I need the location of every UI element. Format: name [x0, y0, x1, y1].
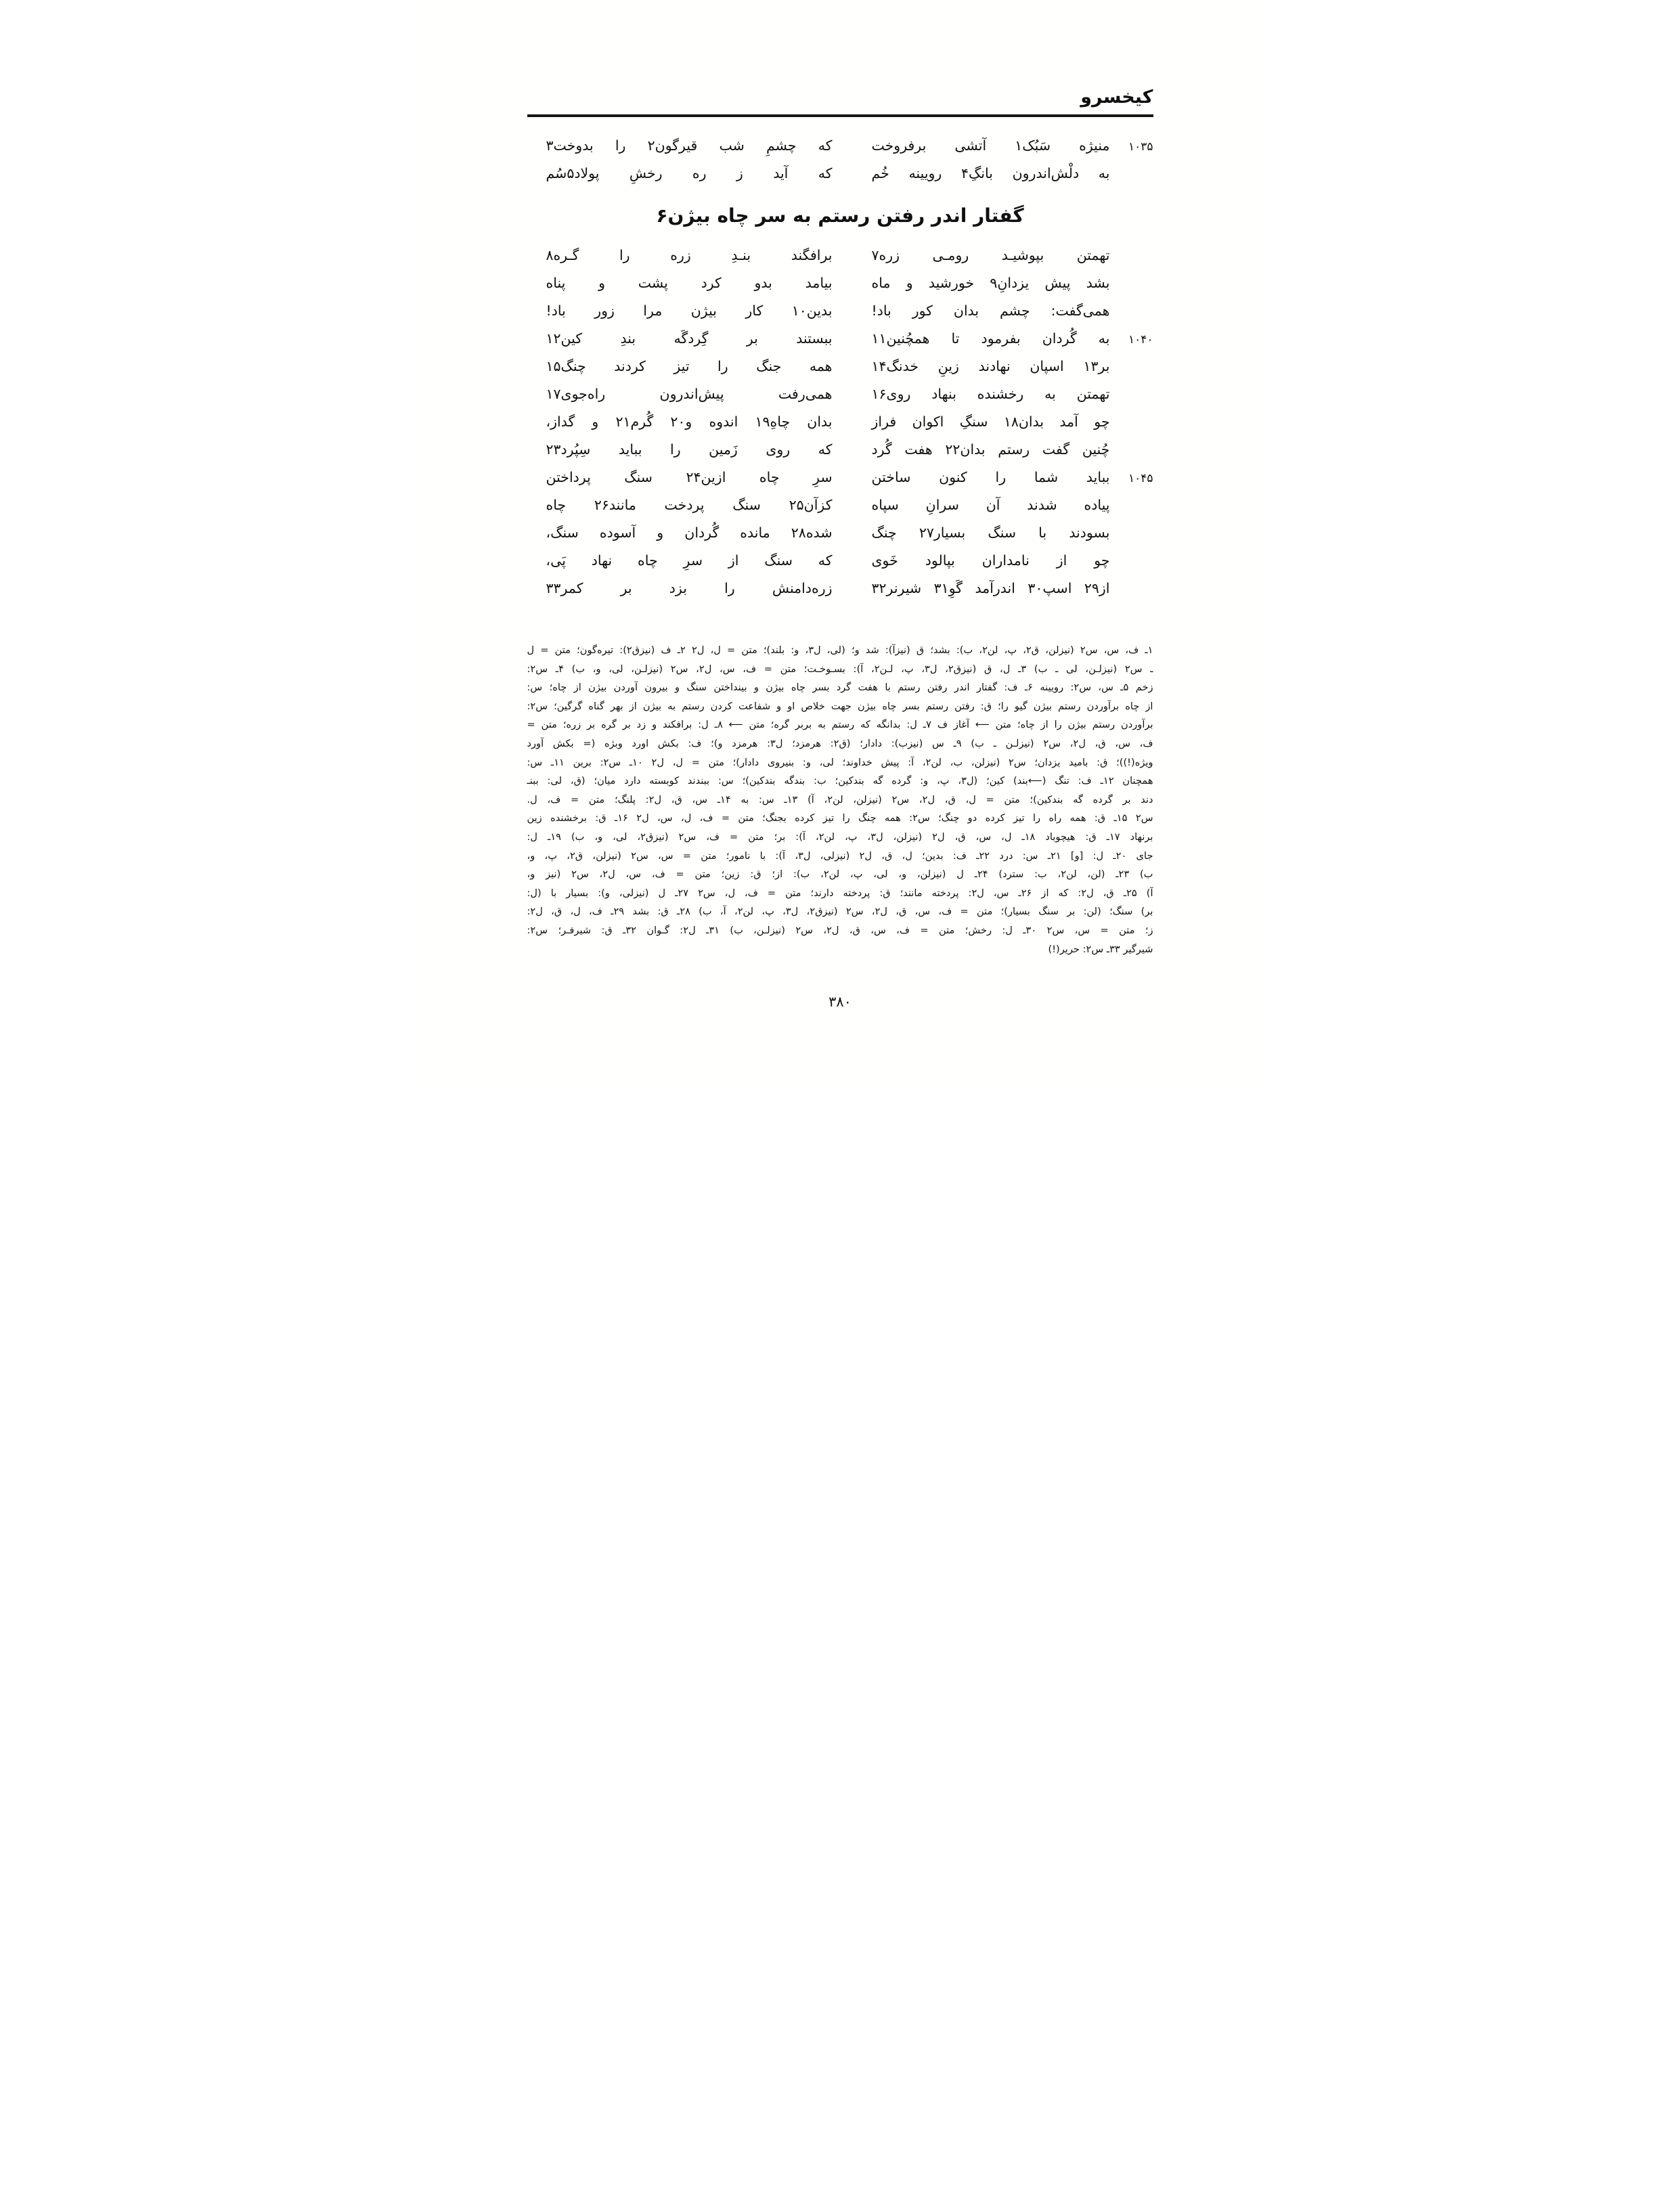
verse-row [527, 552, 1153, 569]
footnote-line: شیرگیر ۳۳ـ س۲: حریر(!) [1048, 943, 1153, 955]
footnote-line: س۲ ۱۵ـ ق: همه راه را تیز کرده دو چنگ؛ س۲: همه چنگ را تیز کرده بجنگ؛ متن = ف، ل، س، ل۲ ۱۶ـ ق: برخشنده زین [527, 812, 1153, 824]
hemistich-second: که روی زَمین را بباید سِپُرد۲۳ [546, 441, 833, 458]
hemistich-first: چُنین گفت رستم بدان۲۲ هفت گُرد [871, 441, 1110, 458]
hemistich-first: منیژه سَبُک۱ آتشی برفروخت [871, 137, 1110, 154]
hemistich-first: بشد پیش یزدانِ۹ خورشید و ماه [871, 275, 1110, 291]
section-heading: گفتار اندر رفتن رستم به سر چاه بیژن۶ [656, 204, 1024, 227]
verse-row [527, 497, 1153, 513]
hemistich-first: به دلْش‌اندرون بانگِ۴ رویینه خُم [871, 165, 1110, 181]
verse-number: ۱۰۴۵ [1128, 472, 1153, 485]
footnote-line: از چاه برآوردن رستم بیژن گیو را؛ ق: رفتن رستم بسر چاه بیژن جهت خلاص او و شفاعت کردن رستم به بیژن از بهر گناه گرگین؛ س۲: [527, 700, 1153, 712]
hemistich-second: زره‌دامنش را بزد بر کمر۳۳ [546, 580, 833, 596]
hemistich-second: شده۲۸ مانده گُردان و آسوده سنگ، [546, 525, 833, 541]
header-rule-divider [527, 114, 1153, 117]
hemistich-second: بیامد بدو کرد پشت و پناه [546, 275, 833, 291]
footnote-line: برنهاد ۱۷ـ ق: هیچوباد ۱۸ـ ل، س، ق، ل۲ (نیزلن، ل۳، پ، لن۲، آ): بر؛ متن = ف، س۲ (نیزق۲، لی، و، ب) ۱۹ـ ل: [527, 831, 1153, 843]
critical-apparatus-footnotes [527, 641, 1153, 958]
hemistich-second: همی‌رفت پیش‌اندرون راه‌جوی۱۷ [546, 386, 833, 402]
footnote-line: ـ س۲ (نیزلـن، لی ـ ب) ۳ـ ل، ق (نیزق۲، ل۳، پ، لـن۲، آ): بسـوخـت؛ متن = ف، س، ل۲، س۲ (نیزلـن، لی، و، ب) ۴ـ س۲: [527, 663, 1153, 675]
verse-row [527, 358, 1153, 374]
hemistich-second: که آید ز ره رخشِ پولاد۵سُم [546, 165, 833, 181]
section-verse-block [527, 247, 1153, 596]
verse-row [527, 469, 1153, 485]
page-number: ۳۸۰ [828, 994, 852, 1011]
footnote-line: ۱ـ ف، س، س۲ (نیزلن، ق۲، پ، لن۲، ب): بشد؛ ق (نیزآ): شد و؛ (لی، ل۳، و: بلند)؛ متن = ل، ل۲ ۲ـ ف (نیزق۲): تیره‌گون؛ متن = ل [527, 644, 1153, 656]
verse-row [527, 330, 1153, 347]
verse-number: ۱۰۴۰ [1128, 333, 1153, 347]
footnote-line: ب) ۲۳ـ (لن، لن۲، ب: سترد) ۲۴ـ ل (نیزلن، و، لی، پ، لن۲، ب): از؛ ق: زین؛ متن = ف، س، ل۲، س۲ (نیز و، [527, 868, 1153, 881]
hemistich-first: تهمتن بپوشیـد رومـی زره۷ [871, 247, 1110, 263]
footnote-line: زخم ۵ـ س، س۲: رویینه ۶ـ ف: گفتار اندر رفتن رستم با هفت گرد بسر چاه بیژن و بینداختن سنگ و بیرون آوردن بیژن از چاه؛ س: [527, 682, 1153, 694]
verse-row [527, 303, 1153, 319]
hemistich-first: به گُردان بفرمود تا همچُنین۱۱ [871, 330, 1110, 347]
verse-row [527, 165, 1153, 181]
footnote-line: ز؛ متن = س، س۲ ۳۰ـ ل: رخش؛ متن = ف، س، ق، ل۲، س۲ (نیزلـن، ب) ۳۱ـ ل۲: گـوان ۳۲ـ ق: شیرفـر؛ س۲: [527, 924, 1153, 936]
footnote-line: برآوردن رستم بیژن را از چاه؛ متن ⟵ آغاز ف ۷ـ ل: بدانگه که رستم به بربر گره؛ متن ⟵ ۸ـ ل: برافکند و زد بر گره بر زره؛ متن = [527, 719, 1153, 731]
hemistich-second: بدان چاهِ۱۹ اندوه و۲۰ گُرم۲۱ و گداز، [546, 414, 833, 430]
footnote-line: ویژه(!))؛ ق: بامید یزدان؛ س۲ (نیزلن، ب، لن۲، آ: پیش خداوند؛ لی، و: بنیروی دادار)؛ متن = ل، ل۲ ۱۰ـ س۲: برین ۱۱ـ س: [527, 756, 1153, 768]
verse-row [527, 414, 1153, 430]
hemistich-first: از۲۹ اسپ۳۰ اندرآمد گَوِ۳۱ شیرنر۳۲ [871, 580, 1110, 596]
intro-verse-block [527, 137, 1153, 181]
hemistich-first: چو از نامداران بپالود خَوی [871, 552, 1110, 569]
verse-number: ۱۰۳۵ [1128, 140, 1153, 154]
verse-row [527, 137, 1153, 154]
hemistich-first: بر۱۳ اسپان نهادند زینِ خدنگ۱۴ [871, 358, 1110, 374]
hemistich-second: همه جنگ را تیز کردند چنگ۱۵ [546, 358, 833, 374]
verse-row [527, 247, 1153, 263]
verse-row [527, 580, 1153, 596]
verse-row [527, 525, 1153, 541]
footnote-line: جای ۲۰ـ ل: [و] ۲۱ـ س: درد ۲۲ـ ف: بدین؛ ل، ق، ل۲ (نیزلی، ل۳، آ): با نامور؛ متن = س، س۲ (نیزلن، ق۲، پ، و، [527, 849, 1153, 862]
hemistich-second: کزآن۲۵ سنگ پردخت مانند۲۶ چاه [546, 497, 833, 513]
hemistich-first: بسودند با سنگ بسیار۲۷ چنگ [871, 525, 1110, 541]
hemistich-second: که سنگ از سرِ چاه نهاد پَی، [546, 552, 833, 569]
hemistich-first: بباید شما را کنون ساختن [871, 469, 1110, 485]
footnote-line: ف، س، ق، ل۲، س۲ (نیزلـن ـ ب) ۹ـ س (نیزب): دادار؛ (ق۲: هرمزد؛ ل۳: هرمزد و)؛ ف: بکش اورد وبژه (= بکش آورد [527, 737, 1153, 749]
verse-row [527, 386, 1153, 402]
book-page [420, 0, 1260, 1094]
verse-row [527, 275, 1153, 291]
hemistich-second: که چشمِ شب قیرگون۲ را بدوخت۳ [546, 137, 833, 154]
footnote-line: آ) ۲۵ـ ق، ل۲: که از ۲۶ـ س، ل۲: پردخته مانند؛ ق: پردخته دارند؛ متن = ف، ل، س۲ ۲۷ـ ل (نیزلی، و): بسیار با (ل: [527, 887, 1153, 899]
running-header-title: کیخسرو [1080, 87, 1153, 108]
hemistich-first: همی‌گفت: چشم بدان کور باد! [871, 303, 1110, 319]
footnote-line: دند بر گرده گه بندکین)؛ متن = ل، ق، ل۲، س۲ (نیزلن، لن۲، آ) ۱۳ـ س: به ۱۴ـ س، ق، ل۲: پلنگ؛ متن = ف، ل. [527, 793, 1153, 805]
hemistich-first: پیاده شدند آن سرانِ سپاه [871, 497, 1110, 513]
footnote-line: همچنان ۱۲ـ ف: تنگ (⟵بند) کین؛ (ل۳، پ، و: گرده گه بندکین؛ ب: بندگه بندکین)؛ س: ببندند کوبسته دارد میان؛ (ق، لی: ببنـ [527, 775, 1153, 787]
footnote-line: بر) سنگ؛ (لن: بر سنگ بسیار)؛ متن = ف، س، ق، ل۲، س۲ (نیزق۲، ل۳، پ، لن۲، آ، ب) ۲۸ـ ق: بشد ۲۹ـ ف، ل، ق، ل۲: [527, 906, 1153, 918]
hemistich-first: تهمتن به رخشنده بنهاد روی۱۶ [871, 386, 1110, 402]
hemistich-second: سرِ چاه ازین۲۴ سنگ پرداختن [546, 469, 833, 485]
hemistich-second: ببستند بر گِردگَه بندِ کین۱۲ [546, 330, 833, 347]
hemistich-second: بدین۱۰ کار بیژن مرا زور باد! [546, 303, 833, 319]
verse-row [527, 441, 1153, 458]
hemistich-second: برافگند بنـدِ زره را گـره۸ [546, 247, 833, 263]
hemistich-first: چو آمد بدان۱۸ سنگِ اکوان فراز [871, 414, 1110, 430]
